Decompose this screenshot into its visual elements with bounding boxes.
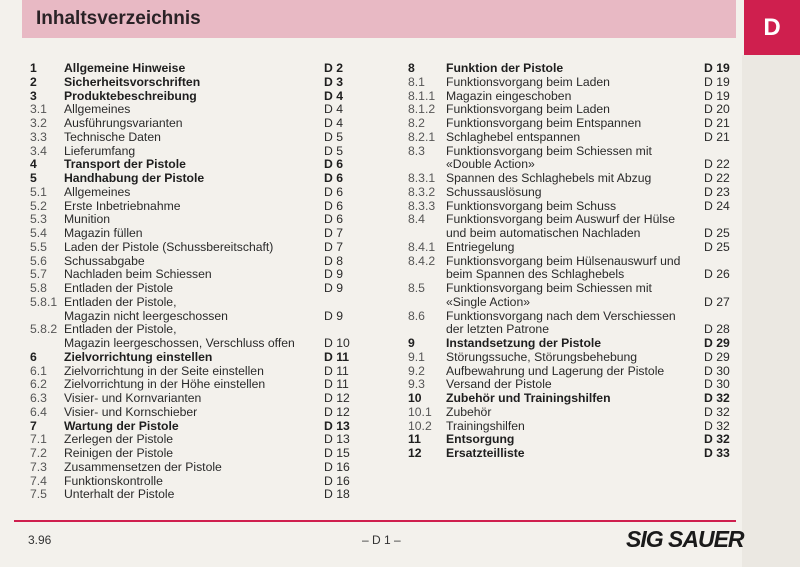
toc-entry-page: D 25 bbox=[704, 226, 730, 240]
toc-entry[interactable] bbox=[408, 103, 738, 117]
toc-entry[interactable] bbox=[30, 420, 360, 434]
toc-entry-number: 5.3 bbox=[30, 212, 47, 227]
toc-entry-title: Nachladen beim Schiessen bbox=[64, 267, 212, 282]
toc-entry[interactable] bbox=[30, 365, 360, 379]
toc-entry[interactable] bbox=[408, 447, 738, 461]
toc-entry[interactable] bbox=[408, 310, 738, 338]
toc-entry[interactable] bbox=[30, 227, 360, 241]
toc-entry-page: D 19 bbox=[704, 61, 730, 75]
toc-entry-number: 10.1 bbox=[408, 404, 432, 419]
toc-entry-number: 5.8 bbox=[30, 281, 47, 295]
toc-entry[interactable] bbox=[30, 488, 360, 502]
toc-entry-number: 8.5 bbox=[408, 281, 425, 295]
toc-entry-number: 9.1 bbox=[408, 349, 425, 364]
toc-entry[interactable] bbox=[30, 76, 360, 90]
toc-entry-title: Wartung der Pistole bbox=[64, 418, 179, 433]
toc-entry[interactable] bbox=[408, 145, 738, 173]
toc-entry[interactable] bbox=[408, 76, 738, 90]
toc-entry-page: D 23 bbox=[704, 184, 730, 199]
toc-entry-number: 5 bbox=[30, 171, 37, 185]
toc-entry[interactable] bbox=[408, 186, 738, 200]
toc-entry-title: Funktionsvorgang beim Schiessen mit «Single Action» bbox=[446, 281, 652, 309]
toc-entry-number: 7.1 bbox=[30, 432, 47, 447]
toc-entry-number: 8.3 bbox=[408, 143, 425, 158]
toc-entry-number: 8.3.3 bbox=[408, 198, 436, 213]
toc-entry[interactable] bbox=[408, 117, 738, 131]
footer-page-number: – D 1 – bbox=[362, 533, 401, 547]
toc-entry-page: D 7 bbox=[324, 239, 343, 254]
toc-entry[interactable] bbox=[30, 255, 360, 269]
toc-entry-title: Zerlegen der Pistole bbox=[64, 432, 174, 447]
toc-entry-title: Entladen der Pistole, Magazin nicht leergeschossen bbox=[64, 294, 228, 323]
toc-entry-page: D 4 bbox=[324, 116, 343, 130]
toc-entry-title: Funktionsvorgang nach dem Verschiessen der letzten Patrone bbox=[446, 308, 676, 337]
toc-entry[interactable] bbox=[408, 90, 738, 104]
toc-entry-page: D 4 bbox=[324, 102, 343, 117]
toc-entry-number: 9.2 bbox=[408, 363, 425, 378]
toc-entry[interactable] bbox=[408, 406, 738, 420]
toc-entry-number: 8.3.2 bbox=[408, 184, 436, 199]
toc-entry-title: Instandsetzung der Pistole bbox=[446, 336, 602, 350]
toc-entry-page: D 15 bbox=[324, 446, 350, 460]
toc-entry-page: D 6 bbox=[324, 157, 343, 172]
toc-entry-page: D 24 bbox=[704, 198, 730, 213]
toc-entry-number: 5.5 bbox=[30, 239, 47, 254]
toc-entry[interactable] bbox=[408, 213, 738, 241]
toc-entry-page: D 5 bbox=[324, 143, 343, 158]
toc-entry-title: Sicherheitsvorschriften bbox=[64, 74, 201, 89]
toc-entry[interactable] bbox=[30, 268, 360, 282]
toc-entry-page: D 29 bbox=[704, 349, 730, 364]
toc-entry-page: D 11 bbox=[324, 349, 350, 364]
toc-entry-title: Schussauslösung bbox=[446, 184, 542, 199]
toc-entry-page: D 6 bbox=[324, 184, 343, 199]
toc-entry-page: D 33 bbox=[704, 446, 730, 460]
toc-entry-title: Funktionskontrolle bbox=[64, 473, 163, 488]
toc-entry-title: Ausführungsvarianten bbox=[64, 116, 183, 130]
section-tab[interactable]: D bbox=[744, 0, 800, 55]
page-title: Inhaltsverzeichnis bbox=[36, 8, 201, 29]
toc-entry-number: 9.3 bbox=[408, 377, 425, 392]
toc-entry-title: Schlaghebel entspannen bbox=[446, 129, 581, 144]
toc-entry-page: D 2 bbox=[324, 61, 343, 75]
toc-entry-title: Zubehör bbox=[446, 404, 492, 419]
toc-entry[interactable] bbox=[30, 131, 360, 145]
toc-entry[interactable] bbox=[408, 255, 738, 283]
toc-entry-title: Allgemeines bbox=[64, 184, 131, 199]
toc-entry-number: 8.4 bbox=[408, 212, 425, 227]
toc-entry-title: Funktionsvorgang beim Schuss bbox=[446, 198, 617, 213]
toc-entry-title: Reinigen der Pistole bbox=[64, 446, 174, 460]
toc-left-column bbox=[30, 62, 360, 502]
toc-entry-number: 7.3 bbox=[30, 459, 47, 474]
toc-entry-page: D 32 bbox=[704, 404, 730, 419]
toc-entry-number: 6.2 bbox=[30, 377, 47, 392]
toc-entry-title: Trainingshilfen bbox=[446, 418, 525, 433]
toc-entry-page: D 8 bbox=[324, 253, 343, 268]
toc-entry[interactable] bbox=[408, 62, 738, 76]
toc-entry-number: 6 bbox=[30, 349, 37, 364]
toc-entry-page: D 28 bbox=[704, 322, 730, 337]
toc-entry-number: 4 bbox=[30, 157, 37, 172]
toc-entry-page: D 20 bbox=[704, 102, 730, 117]
toc-entry-title: Spannen des Schlaghebels mit Abzug bbox=[446, 171, 652, 185]
toc-entry[interactable] bbox=[408, 365, 738, 379]
toc-entry-page: D 10 bbox=[324, 336, 350, 350]
toc-entry-title: Funktionsvorgang beim Hülsenauswurf und beim Spannen des Schlaghebels bbox=[446, 253, 681, 282]
toc-entry-title: Erste Inbetriebnahme bbox=[64, 198, 181, 213]
toc-entry-number: 7.4 bbox=[30, 473, 47, 488]
toc-entry-number: 11 bbox=[408, 432, 421, 447]
toc-entry-title: Entladen der Pistole bbox=[64, 281, 174, 295]
toc-entry-title: Schussabgabe bbox=[64, 253, 145, 268]
toc-entry-page: D 30 bbox=[704, 363, 730, 378]
toc-entry[interactable] bbox=[408, 131, 738, 145]
toc-right-column bbox=[408, 62, 738, 461]
toc-entry-title: Entriegelung bbox=[446, 239, 515, 254]
toc-entry-page: D 5 bbox=[324, 129, 343, 144]
toc-entry-number: 6.3 bbox=[30, 391, 47, 405]
toc-entry-page: D 12 bbox=[324, 404, 350, 419]
toc-entry-page: D 16 bbox=[324, 473, 350, 488]
toc-entry-title: Funktionsvorgang beim Auswurf der Hülse und beim automatischen Nachladen bbox=[446, 212, 675, 240]
toc-entry[interactable] bbox=[30, 323, 360, 351]
toc-entry-title: Lieferumfang bbox=[64, 143, 136, 158]
toc-entry[interactable] bbox=[408, 337, 738, 351]
toc-entry-number: 8.2 bbox=[408, 116, 425, 130]
toc-entry-number: 5.8.2 bbox=[30, 322, 58, 337]
toc-entry-title: Munition bbox=[64, 212, 111, 227]
toc-entry-page: D 25 bbox=[704, 239, 730, 254]
toc-entry-title: Entsorgung bbox=[446, 432, 515, 447]
toc-entry[interactable] bbox=[30, 392, 360, 406]
toc-entry[interactable] bbox=[408, 351, 738, 365]
toc-entry-number: 12 bbox=[408, 446, 422, 460]
toc-entry-number: 5.6 bbox=[30, 253, 47, 268]
toc-entry-title: Allgemeines bbox=[64, 102, 131, 117]
toc-entry[interactable] bbox=[30, 62, 360, 76]
toc-entry-title: Magazin füllen bbox=[64, 226, 143, 240]
toc-entry[interactable] bbox=[30, 103, 360, 117]
toc-entry-page: D 6 bbox=[324, 212, 343, 227]
toc-entry-page: D 22 bbox=[704, 157, 730, 172]
toc-entry-title: Zielvorrichtung in der Seite einstellen bbox=[64, 363, 264, 378]
toc-entry[interactable] bbox=[30, 186, 360, 200]
toc-entry[interactable] bbox=[408, 172, 738, 186]
toc-entry-number: 5.1 bbox=[30, 184, 47, 199]
toc-entry-title: Allgemeine Hinweise bbox=[64, 61, 186, 75]
toc-entry-page: D 27 bbox=[704, 294, 730, 309]
toc-entry-number: 6.4 bbox=[30, 404, 47, 419]
toc-entry-title: Funktionsvorgang beim Schiessen mit «Double Action» bbox=[446, 143, 652, 172]
toc-entry-number: 8.3.1 bbox=[408, 171, 436, 185]
toc-entry-page: D 9 bbox=[324, 281, 343, 295]
brand-logo: SIG SAUER bbox=[626, 526, 744, 552]
toc-entry[interactable] bbox=[30, 447, 360, 461]
toc-entry-page: D 11 bbox=[324, 377, 349, 392]
toc-entry-title: Laden der Pistole (Schussbereitschaft) bbox=[64, 239, 274, 254]
toc-entry-number: 7 bbox=[30, 418, 37, 433]
toc-entry-title: Versand der Pistole bbox=[446, 377, 552, 392]
toc-entry-number: 8.4.1 bbox=[408, 239, 436, 254]
toc-entry[interactable] bbox=[30, 296, 360, 324]
toc-entry-page: D 6 bbox=[324, 198, 343, 213]
toc-entry-title: Funktionsvorgang beim Laden bbox=[446, 102, 610, 117]
toc-entry-page: D 22 bbox=[704, 171, 730, 185]
toc-entry-title: Aufbewahrung und Lagerung der Pistole bbox=[446, 363, 665, 378]
toc-entry-number: 5.4 bbox=[30, 226, 47, 240]
toc-entry-title: Zusammensetzen der Pistole bbox=[64, 459, 222, 474]
toc-entry-number: 2 bbox=[30, 74, 37, 89]
toc-entry[interactable] bbox=[30, 200, 360, 214]
toc-entry-number: 7.5 bbox=[30, 487, 47, 502]
toc-entry-number: 10 bbox=[408, 391, 422, 405]
toc-entry[interactable] bbox=[30, 241, 360, 255]
toc-entry[interactable] bbox=[30, 406, 360, 420]
toc-entry-page: D 16 bbox=[324, 459, 350, 474]
toc-entry-page: D 13 bbox=[324, 432, 350, 447]
toc-entry[interactable] bbox=[408, 282, 738, 310]
toc-entry-page: D 21 bbox=[704, 129, 730, 144]
toc-entry[interactable] bbox=[30, 213, 360, 227]
toc-entry-page: D 30 bbox=[704, 377, 730, 392]
toc-entry[interactable] bbox=[30, 378, 360, 392]
footer-divider bbox=[14, 520, 736, 522]
toc-entry-title: Visier- und Kornschieber bbox=[64, 404, 198, 419]
toc-entry-number: 3.3 bbox=[30, 129, 47, 144]
toc-entry-title: Funktionsvorgang beim Entspannen bbox=[446, 116, 642, 130]
toc-entry-page: D 13 bbox=[324, 418, 350, 433]
toc-entry-title: Funktion der Pistole bbox=[446, 61, 564, 75]
toc-entry-page: D 19 bbox=[704, 74, 730, 89]
toc-entry-page: D 29 bbox=[704, 336, 730, 350]
toc-entry-page: D 6 bbox=[324, 171, 343, 185]
toc-entry-page: D 3 bbox=[324, 74, 343, 89]
toc-entry-number: 5.7 bbox=[30, 267, 47, 282]
toc-entry-number: 5.2 bbox=[30, 198, 47, 213]
toc-entry-page: D 4 bbox=[324, 88, 343, 103]
toc-entry-page: D 12 bbox=[324, 391, 350, 405]
toc-entry[interactable] bbox=[30, 475, 360, 489]
toc-entry-number: 10.2 bbox=[408, 418, 432, 433]
toc-entry[interactable] bbox=[30, 461, 360, 475]
toc-entry-number: 8.2.1 bbox=[408, 129, 436, 144]
toc-entry-page: D 7 bbox=[324, 226, 343, 240]
toc-entry-title: Visier- und Kornvarianten bbox=[64, 391, 202, 405]
toc-entry[interactable] bbox=[30, 282, 360, 296]
toc-entry-number: 8.1 bbox=[408, 74, 425, 89]
toc-entry-title: Handhabung der Pistole bbox=[64, 171, 205, 185]
toc-entry-title: Entladen der Pistole, Magazin leergeschossen, Verschluss offen bbox=[64, 322, 295, 350]
toc-entry-page: D 32 bbox=[704, 418, 730, 433]
toc-entry-number: 8.1.2 bbox=[408, 102, 436, 117]
toc-entry-title: Zubehör und Trainingshilfen bbox=[446, 391, 611, 405]
toc-entry-number: 5.8.1 bbox=[30, 294, 58, 309]
toc-entry[interactable] bbox=[30, 117, 360, 131]
toc-entry[interactable] bbox=[30, 351, 360, 365]
toc-entry-page: D 19 bbox=[704, 88, 730, 103]
toc-entry-number: 1 bbox=[30, 61, 37, 75]
toc-entry-title: Unterhalt der Pistole bbox=[64, 487, 175, 502]
toc-entry[interactable] bbox=[408, 378, 738, 392]
toc-entry[interactable] bbox=[408, 241, 738, 255]
toc-entry-page: D 21 bbox=[704, 116, 730, 130]
toc-entry-page: D 9 bbox=[324, 267, 343, 282]
toc-entry-title: Technische Daten bbox=[64, 129, 161, 144]
toc-entry-title: Zielvorrichtung einstellen bbox=[64, 349, 213, 364]
toc-entry-title: Magazin eingeschoben bbox=[446, 88, 572, 103]
toc-entry[interactable] bbox=[408, 392, 738, 406]
toc-entry-page: D 32 bbox=[704, 432, 730, 447]
toc-entry-title: Ersatzteilliste bbox=[446, 446, 525, 460]
toc-entry[interactable] bbox=[30, 172, 360, 186]
toc-entry-number: 8.1.1 bbox=[408, 88, 436, 103]
toc-entry-number: 8.6 bbox=[408, 308, 425, 323]
toc-entry-number: 9 bbox=[408, 336, 415, 350]
toc-entry-title: Produktebeschreibung bbox=[64, 88, 197, 103]
toc-entry-page: D 18 bbox=[324, 487, 350, 502]
toc-entry[interactable] bbox=[30, 145, 360, 159]
toc-entry[interactable] bbox=[408, 200, 738, 214]
toc-entry-number: 7.2 bbox=[30, 446, 47, 460]
toc-entry[interactable] bbox=[408, 433, 738, 447]
toc-entry-number: 8 bbox=[408, 61, 415, 75]
toc-entry-page: D 32 bbox=[704, 391, 730, 405]
toc-entry-title: Transport der Pistole bbox=[64, 157, 186, 172]
toc-entry-number: 8.4.2 bbox=[408, 253, 436, 268]
toc-entry-title: Zielvorrichtung in der Höhe einstellen bbox=[64, 377, 266, 392]
toc-entry-number: 3 bbox=[30, 88, 37, 103]
toc-entry-number: 3.1 bbox=[30, 102, 47, 117]
toc-entry-page: D 26 bbox=[704, 267, 730, 282]
toc-entry-title: Funktionsvorgang beim Laden bbox=[446, 74, 610, 89]
toc-entry[interactable] bbox=[30, 90, 360, 104]
toc-entry[interactable] bbox=[408, 420, 738, 434]
toc-entry-number: 3.4 bbox=[30, 143, 47, 158]
toc-entry[interactable] bbox=[30, 158, 360, 172]
toc-entry[interactable] bbox=[30, 433, 360, 447]
toc-entry-page: D 11 bbox=[324, 363, 349, 378]
page-edge bbox=[742, 55, 800, 567]
footer-date: 3.96 bbox=[28, 533, 52, 547]
toc-entry-number: 6.1 bbox=[30, 363, 47, 378]
toc-entry-title: Störungssuche, Störungsbehebung bbox=[446, 349, 638, 364]
toc-entry-page: D 9 bbox=[324, 308, 343, 323]
toc-entry-number: 3.2 bbox=[30, 116, 47, 130]
